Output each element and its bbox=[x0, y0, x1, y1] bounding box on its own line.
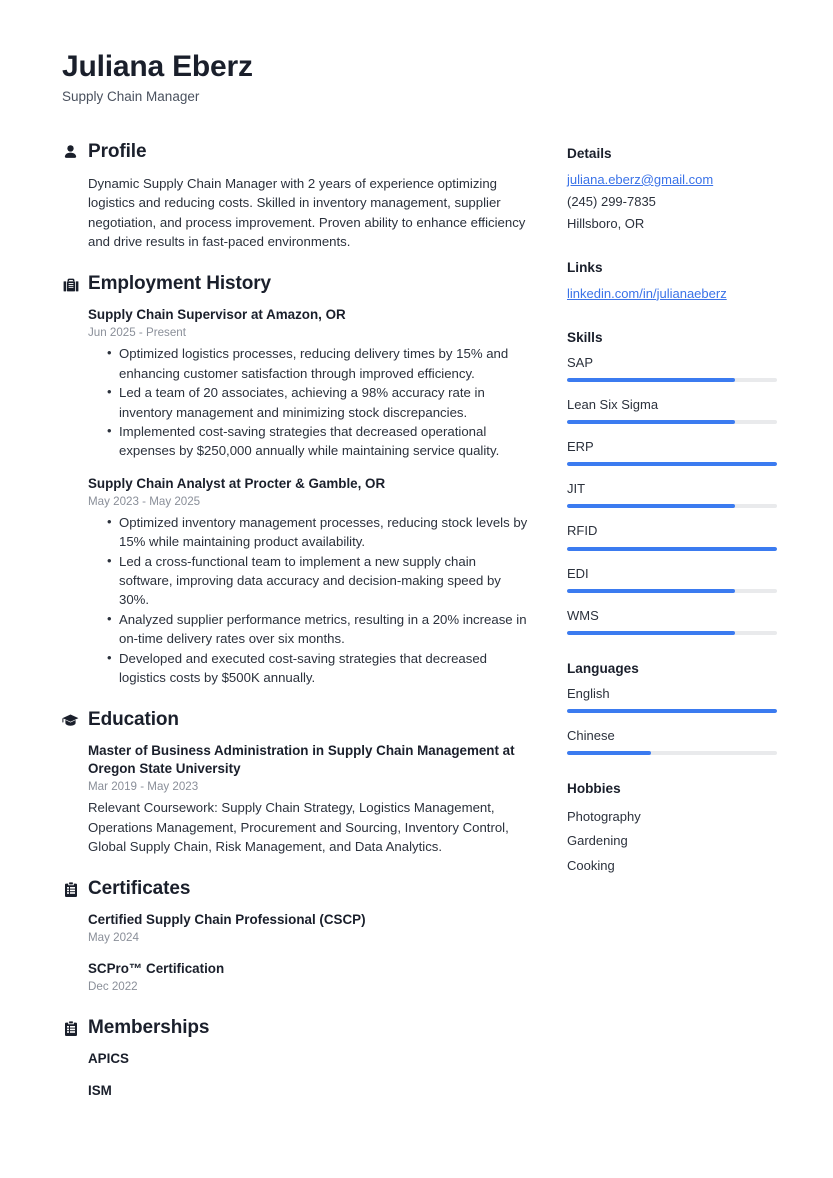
section-employment bbox=[62, 273, 532, 687]
sidebar-title-hobbies: Hobbies bbox=[567, 780, 621, 796]
membership-title: ISM bbox=[88, 1082, 112, 1098]
clipboard-icon bbox=[62, 1019, 79, 1038]
employment-entry-bullets bbox=[88, 344, 532, 460]
section-title-memberships: Memberships bbox=[88, 1017, 210, 1039]
linkedin-link[interactable]: linkedin.com/in/julianaeberz bbox=[567, 285, 727, 301]
language-bar-track bbox=[567, 709, 777, 713]
skill-row bbox=[567, 522, 777, 550]
certificate-title: SCPro™ Certification bbox=[88, 961, 225, 977]
hobby-item: Gardening bbox=[567, 833, 628, 849]
education-entry-title: Master of Business Administration in Supply Chain Management at Oregon State University bbox=[88, 743, 515, 777]
language-bar-fill bbox=[567, 751, 651, 755]
section-certificates bbox=[62, 878, 532, 995]
briefcase-icon bbox=[62, 275, 79, 294]
language-row bbox=[567, 727, 777, 755]
bullet-item: • Optimized inventory management processes, reducing stock levels by 15% while maintaining product availability. bbox=[107, 513, 532, 552]
sidebar-block-skills bbox=[567, 329, 777, 635]
skill-bar-fill bbox=[567, 378, 735, 382]
sidebar-block-details bbox=[567, 145, 777, 234]
certificate-entry bbox=[88, 960, 532, 995]
certificate-entry bbox=[88, 911, 532, 946]
section-header-education bbox=[62, 709, 532, 732]
skill-bar-fill bbox=[567, 631, 735, 635]
location-text: Hillsboro, OR bbox=[567, 216, 645, 231]
section-body-employment bbox=[62, 306, 532, 687]
skill-row bbox=[567, 438, 777, 466]
skill-bar-fill bbox=[567, 589, 735, 593]
skill-row bbox=[567, 354, 777, 382]
employment-entry-bullets bbox=[88, 513, 532, 688]
language-label: Chinese bbox=[567, 727, 615, 743]
language-bar-fill bbox=[567, 709, 777, 713]
skill-bar-track bbox=[567, 504, 777, 508]
sidebar-title-links: Links bbox=[567, 260, 603, 276]
phone-text: (245) 299-7835 bbox=[567, 193, 656, 209]
language-row bbox=[567, 685, 777, 713]
bullet-item: • Led a cross-functional team to implement a new supply chain software, improving data accuracy and decision-making speed by 30%. bbox=[107, 552, 532, 610]
candidate-job-title: Supply Chain Manager bbox=[62, 88, 200, 104]
education-entry-date: Mar 2019 - May 2023 bbox=[88, 779, 199, 793]
sidebar-title-details: Details bbox=[567, 146, 612, 162]
section-title-certificates: Certificates bbox=[88, 878, 191, 900]
clipboard-icon bbox=[62, 880, 79, 899]
bullet-item: • Implemented cost-saving strategies that decreased operational expenses by $250,000 annually while maintaining service quality. bbox=[107, 422, 532, 461]
section-header-profile bbox=[62, 141, 532, 164]
skill-label: WMS bbox=[567, 607, 599, 623]
employment-entry-title: Supply Chain Supervisor at Amazon, OR bbox=[88, 307, 346, 323]
skill-label: RFID bbox=[567, 523, 598, 539]
skill-bar-track bbox=[567, 631, 777, 635]
skill-label: JIT bbox=[567, 481, 586, 497]
skill-label: SAP bbox=[567, 354, 594, 370]
sidebar-block-languages bbox=[567, 660, 777, 755]
employment-entry bbox=[88, 306, 532, 460]
skill-row bbox=[567, 480, 777, 508]
skill-bar-fill bbox=[567, 420, 735, 424]
main-column bbox=[62, 141, 532, 1122]
skill-bar-track bbox=[567, 378, 777, 382]
bullet-item: • Optimized logistics processes, reducing delivery times by 15% and enhancing customer satisfaction through improved efficiency. bbox=[107, 344, 532, 383]
section-title-education: Education bbox=[88, 709, 179, 731]
certificate-date: May 2024 bbox=[88, 930, 139, 944]
section-body-certificates bbox=[62, 911, 532, 995]
bullet-item: • Analyzed supplier performance metrics, resulting in a 20% increase in on-time delivery rates over six months. bbox=[107, 610, 532, 649]
section-education bbox=[62, 709, 532, 856]
skill-label: ERP bbox=[567, 439, 594, 454]
skill-row bbox=[567, 396, 777, 424]
certificate-date: Dec 2022 bbox=[88, 980, 138, 994]
membership-title: APICS bbox=[88, 1051, 129, 1067]
skill-bar-fill bbox=[567, 462, 777, 466]
sidebar-column bbox=[567, 141, 777, 904]
sidebar-block-links bbox=[567, 259, 777, 304]
certificate-title: Certified Supply Chain Professional (CSCP) bbox=[88, 912, 366, 928]
skill-row bbox=[567, 607, 777, 635]
hobby-item: Photography bbox=[567, 808, 641, 824]
membership-entry bbox=[88, 1050, 532, 1068]
employment-entry-date: Jun 2025 - Present bbox=[88, 326, 186, 340]
sidebar-block-hobbies bbox=[567, 780, 777, 879]
hobby-item: Cooking bbox=[567, 858, 615, 874]
resume-body bbox=[62, 141, 783, 1122]
section-title-employment: Employment History bbox=[88, 273, 271, 295]
skill-row bbox=[567, 565, 777, 593]
section-header-certificates bbox=[62, 878, 532, 901]
skill-bar-fill bbox=[567, 504, 735, 508]
section-title-profile: Profile bbox=[88, 141, 147, 163]
section-body-profile bbox=[62, 174, 532, 252]
section-body-education bbox=[62, 742, 532, 856]
resume-header bbox=[62, 50, 783, 105]
section-header-employment bbox=[62, 273, 532, 296]
skill-bar-track bbox=[567, 462, 777, 466]
language-bar-track bbox=[567, 751, 777, 755]
user-icon bbox=[62, 143, 79, 162]
skill-label: Lean Six Sigma bbox=[567, 396, 659, 412]
skill-bar-track bbox=[567, 420, 777, 424]
section-body-memberships bbox=[62, 1050, 532, 1100]
profile-text: Dynamic Supply Chain Manager with 2 years of experience optimizing logistics and reducing costs. Skilled in inventory management, supplier negotiation, and process improvement. Proven ability to enhance efficiency and drive results in fast-paced environments. bbox=[88, 175, 526, 250]
bullet-item: • Led a team of 20 associates, achieving a 98% accuracy rate in inventory management and minimizing stock discrepancies. bbox=[107, 383, 532, 422]
section-header-memberships bbox=[62, 1017, 532, 1040]
employment-entry bbox=[88, 475, 532, 688]
employment-entry-title: Supply Chain Analyst at Procter & Gamble, OR bbox=[88, 475, 386, 491]
skill-label: EDI bbox=[567, 565, 589, 581]
sidebar-title-skills: Skills bbox=[567, 329, 603, 345]
education-entry bbox=[88, 742, 532, 856]
sidebar-title-languages: Languages bbox=[567, 660, 639, 676]
graduation-cap-icon bbox=[62, 711, 79, 730]
section-memberships bbox=[62, 1017, 532, 1099]
education-entry-description: Relevant Coursework: Supply Chain Strategy, Logistics Management, Operations Management, Procurement and Sourcing, Inventory Control, Global Supply Chain, Risk Management, and Data Analytics. bbox=[88, 800, 509, 854]
email-link[interactable]: juliana.eberz@gmail.com bbox=[567, 171, 714, 187]
skill-bar-track bbox=[567, 547, 777, 551]
language-label: English bbox=[567, 685, 610, 701]
membership-entry bbox=[88, 1082, 532, 1100]
section-profile bbox=[62, 141, 532, 251]
employment-entry-date: May 2023 - May 2025 bbox=[88, 494, 201, 508]
skill-bar-fill bbox=[567, 547, 777, 551]
skill-bar-track bbox=[567, 589, 777, 593]
candidate-name: Juliana Eberz bbox=[62, 50, 253, 83]
bullet-item: • Developed and executed cost-saving strategies that decreased logistics costs by $500K annually. bbox=[107, 649, 532, 688]
